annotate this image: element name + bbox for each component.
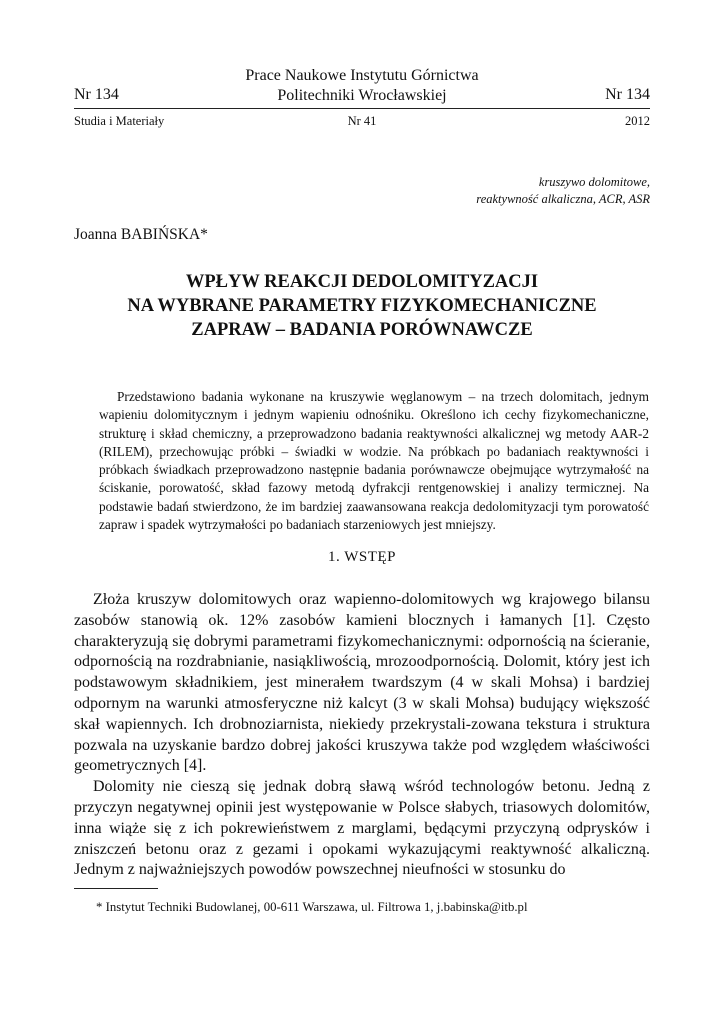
header-divider (74, 108, 650, 109)
journal-name-line2: Politechniki Wrocławskiej (277, 87, 447, 104)
title-line1: WPŁYW REAKCJI DEDOLOMITYZACJI (185, 272, 539, 292)
title-line3: ZAPRAW – BADANIA PORÓWNAWCZE (191, 320, 533, 340)
keywords-line2: reaktywność alkaliczna, ACR, ASR (476, 192, 650, 206)
author-name: Joanna BABIŃSKA* (74, 226, 208, 243)
journal-name-line1: Prace Naukowe Instytutu Górnictwa (245, 67, 479, 84)
series-issue: Nr 41 (347, 114, 377, 128)
keywords-line1: kruszywo dolomitowe, (538, 175, 650, 189)
title-line2: NA WYBRANE PARAMETRY FIZYKOMECHANICZNE (127, 296, 597, 316)
series-label: Studia i Materiały (74, 114, 165, 128)
header-issue-left: Nr 134 (74, 86, 119, 103)
footnote-divider (74, 888, 158, 889)
paper-title (0, 270, 724, 342)
abstract: Przedstawiono badania wykonane na kruszywie węglanowym – na trzech dolomitach, jednym wapieniu dolomitycznym i jednym wapieniu odnośniku. Określono ich cechy fizykomechaniczne, strukturę i skład chemiczny, a przeprowadzono badania reaktywności alkalicznej wg metody AAR-2 (RILEM), przechowując próbki – świadki w wodzie. Na próbkach po badaniach reaktywności i próbkach świadkach przeprowadzono następnie badania porównawcze obejmujące wytrzymałość na ściskanie, porowatość, skład fazowy metodą dyfrakcji rentgenowskiej i analizy termicznej. Na podstawie badań stwierdzono, że im bardziej zaawansowana reakcja dedolomityzacji tym porowatość zapraw i spadek wytrzymałości po badaniach starzeniowych jest mniejszy. (99, 389, 649, 533)
paragraph-2: Dolomity nie cieszą się jednak dobrą sławą wśród technologów betonu. Jedną z przyczyn negatywnej opinii jest występowanie w Polsce słabych, triasowych dolomitów, inna wiąże się z ich pokrewieństwem z marglami, będącymi przyczyną odprysków i zniszczeń betonu oraz z gezami i opokami wykazującymi reaktywność alkaliczną. Jednym z najważniejszych powodów powszechnej nieufności w stosunku do (74, 778, 650, 879)
footnote: * Instytut Techniki Budowlanej, 00-611 Warszawa, ul. Filtrowa 1, j.babinska@itb.pl (96, 900, 528, 914)
section-heading: 1. WSTĘP (328, 549, 396, 565)
publication-year: 2012 (625, 114, 650, 128)
body-text (74, 590, 650, 881)
keywords (230, 174, 650, 208)
header-issue-right: Nr 134 (605, 86, 650, 103)
paragraph-1: Złoża kruszyw dolomitowych oraz wapienno-dolomitowych wg krajowego bilansu zasobów stanowią ok. 12% zasobów kamieni blocznych i łamanych [1]. Często charakteryzują się dobrymi parametrami fizykomechanicznymi: odpornością na ścieranie, odpornością na rozdrabnianie, nasiąkliwością, mrozoodpornością. Dolomit, który jest ich podstawowym składnikiem, jest minerałem twardszym (4 w skali Mohsa) i bardziej odpornym na warunki atmosferyczne niż kalcyt (3 w skali Mohsa) budujący większość skał wapiennych. Ich drobnoziarnista, niekiedy przekrystali-zowana tekstura i struktura pozwala na uzyskanie bardzo dobrej jakości kruszywa także pod względem właściwości geometrycznych [4]. (74, 591, 650, 775)
